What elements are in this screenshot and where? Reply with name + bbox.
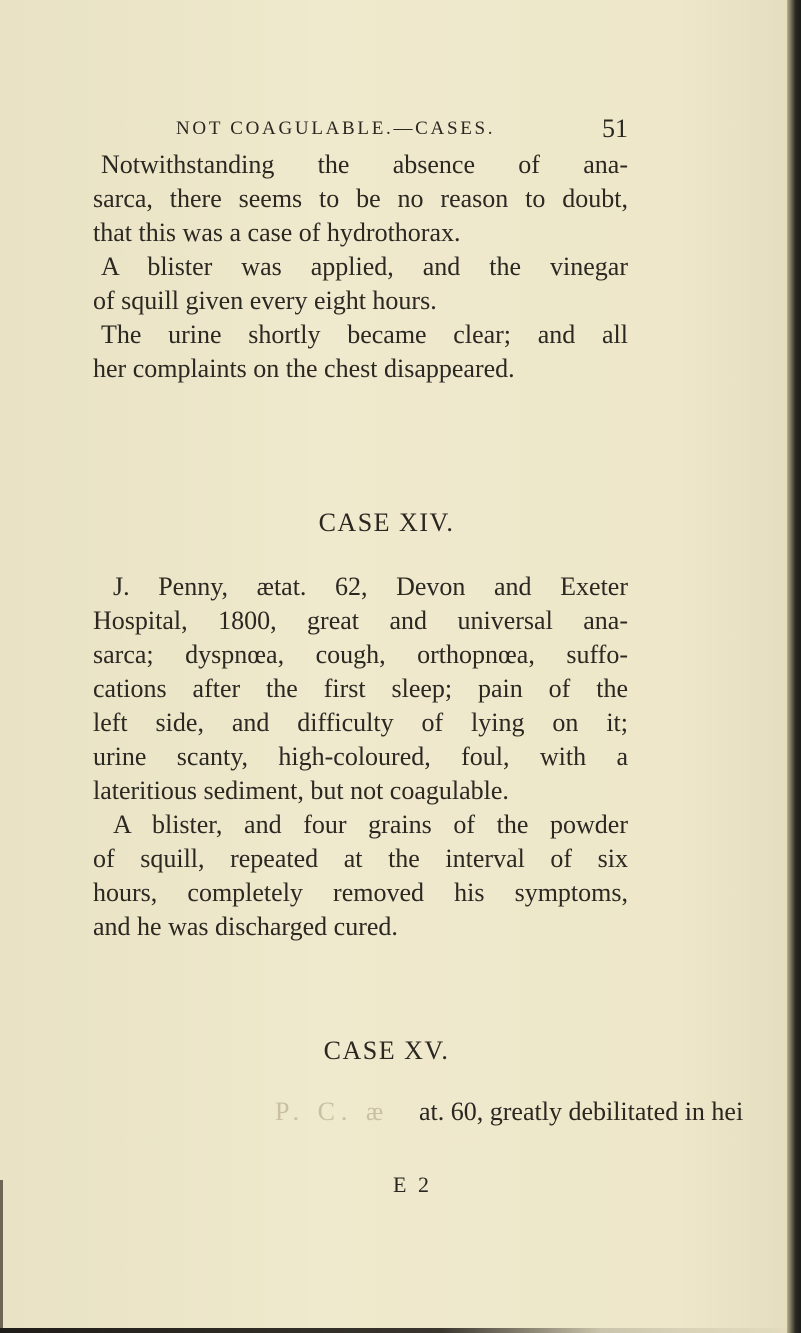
signature-mark: E 2 (393, 1172, 432, 1197)
text-line: sarca, there seems to be no reason to doubt, (93, 184, 628, 213)
case-xv-heading (0, 1036, 801, 1066)
text-line: sarca; dyspnœa, cough, orthopnœa, suffo- (93, 640, 628, 669)
case-heading-text: CASE XV. (323, 1036, 450, 1065)
page-number: 51 (602, 114, 628, 143)
page-edge-shadow (787, 0, 801, 1333)
text-line: Notwithstanding the absence of ana- (101, 150, 628, 179)
bottom-edge-shadow (0, 1328, 801, 1333)
text-line: lateritious sediment, but not coagulable. (93, 776, 509, 805)
text-line: of squill given every eight hours. (93, 286, 437, 315)
binding-edge (0, 1180, 3, 1330)
text-line: A blister was applied, and the vinegar (101, 252, 628, 281)
running-title: NOT COAGULABLE.—CASES. (176, 118, 496, 139)
case-xiv-heading (0, 508, 801, 538)
text-line: urine scanty, high-coloured, foul, with a (93, 742, 628, 771)
case-xiv-text (93, 570, 628, 944)
text-line: J. Penny, ætat. 62, Devon and Exeter (113, 572, 628, 601)
text-line: The urine shortly became clear; and all (101, 320, 628, 349)
text-line: of squill, repeated at the interval of six (93, 844, 628, 873)
running-header (176, 114, 628, 148)
text-line: left side, and difficulty of lying on it; (93, 708, 628, 737)
text-line: A blister, and four grains of the powder (113, 810, 628, 839)
case-xv-first-line: at. 60, greatly debilitated in hei (419, 1097, 744, 1126)
text-line: and he was discharged cured. (93, 912, 398, 941)
text-line: Hospital, 1800, great and universal ana- (93, 606, 628, 635)
text-line: cations after the first sleep; pain of the (93, 674, 628, 703)
case-heading-text: CASE XIV. (318, 508, 455, 537)
text-line: her complaints on the chest disappeared. (93, 354, 515, 383)
text-line: hours, completely removed his symptoms, (93, 878, 628, 907)
faded-text: P. C. æ (275, 1097, 390, 1126)
paragraph-hydrothorax (93, 148, 628, 386)
text-line: that this was a case of hydrothorax. (93, 218, 461, 247)
